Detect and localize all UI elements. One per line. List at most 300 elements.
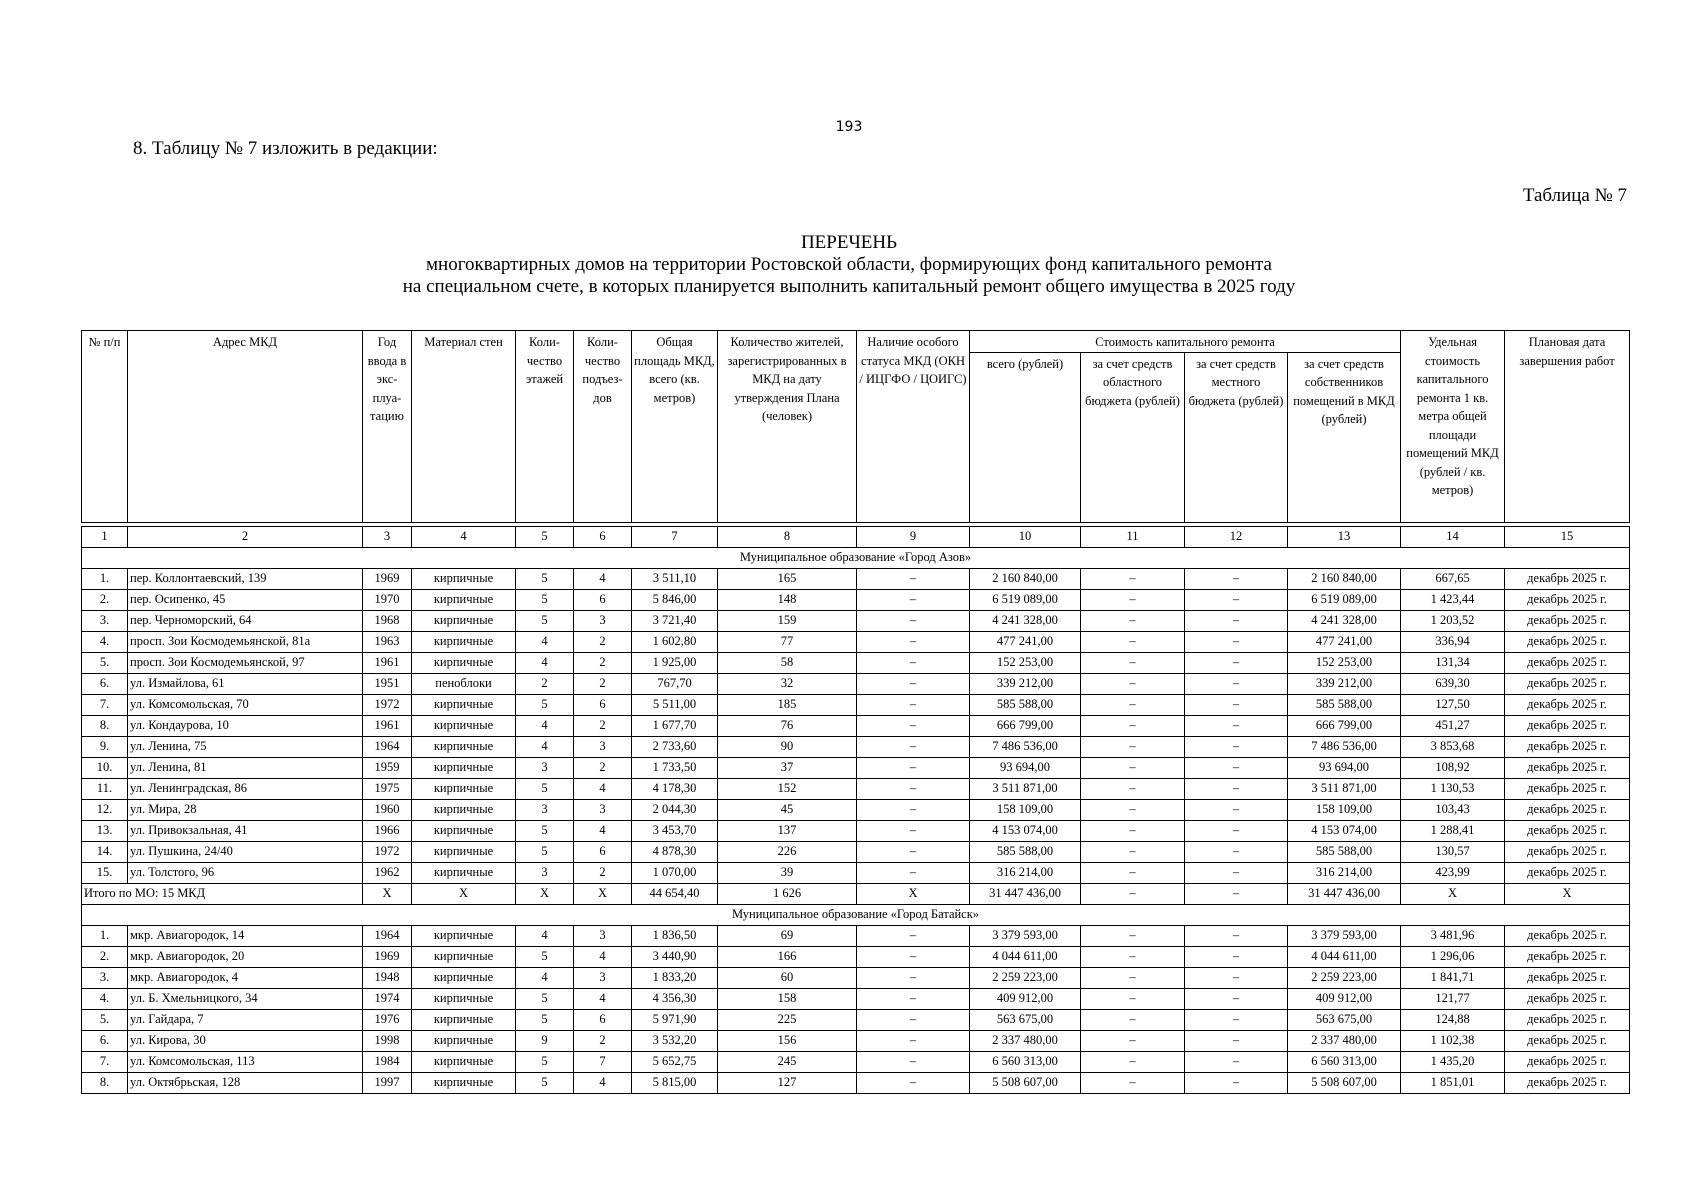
- cell-year: 1972: [363, 841, 412, 862]
- cell-material: кирпичные: [412, 820, 516, 841]
- cell-floors: 4: [516, 652, 574, 673]
- table-row: [82, 778, 1630, 799]
- cell-cost-local: –: [1185, 757, 1288, 778]
- cell-floors: 5: [516, 841, 574, 862]
- header-material: Материал стен: [412, 331, 516, 523]
- cell-cost-owners: 666 799,00: [1288, 715, 1401, 736]
- cell-cost-owners: 6 519 089,00: [1288, 589, 1401, 610]
- cell-floors: 5: [516, 1072, 574, 1093]
- cell-year: 1969: [363, 946, 412, 967]
- total-cost-local: –: [1185, 883, 1288, 904]
- cell-specific-cost: 124,88: [1401, 1009, 1505, 1030]
- cell-year: 1970: [363, 589, 412, 610]
- cell-entrances: 2: [574, 673, 632, 694]
- cell-status: –: [857, 841, 970, 862]
- cell-entrances: 3: [574, 925, 632, 946]
- cell-address: ул. Толстого, 96: [128, 862, 363, 883]
- cell-area: 2 044,30: [632, 799, 718, 820]
- cell-cost-local: –: [1185, 631, 1288, 652]
- column-number: 3: [363, 526, 412, 547]
- cell-material: кирпичные: [412, 631, 516, 652]
- cell-address: пер. Черноморский, 64: [128, 610, 363, 631]
- column-number: 2: [128, 526, 363, 547]
- cell-specific-cost: 1 841,71: [1401, 967, 1505, 988]
- header-date: Плановая дата завершения работ: [1505, 331, 1630, 523]
- table-row: [82, 862, 1630, 883]
- cell-num: 3.: [82, 610, 128, 631]
- cell-address: мкр. Авиагородок, 14: [128, 925, 363, 946]
- cell-num: 4.: [82, 988, 128, 1009]
- cell-floors: 2: [516, 673, 574, 694]
- cell-cost-owners: 409 912,00: [1288, 988, 1401, 1009]
- cell-material: кирпичные: [412, 715, 516, 736]
- column-number: 9: [857, 526, 970, 547]
- cell-num: 10.: [82, 757, 128, 778]
- table-row: [82, 568, 1630, 589]
- total-specific-cost: X: [1401, 883, 1505, 904]
- cell-year: 1948: [363, 967, 412, 988]
- table-body: [82, 526, 1630, 1093]
- cell-floors: 4: [516, 736, 574, 757]
- total-material: X: [412, 883, 516, 904]
- cell-entrances: 4: [574, 568, 632, 589]
- cell-date: декабрь 2025 г.: [1505, 799, 1630, 820]
- cell-cost-local: –: [1185, 1072, 1288, 1093]
- cell-cost-region: –: [1081, 757, 1185, 778]
- cell-cost-region: –: [1081, 925, 1185, 946]
- cell-num: 6.: [82, 673, 128, 694]
- cell-entrances: 2: [574, 862, 632, 883]
- table-row: [82, 694, 1630, 715]
- cell-floors: 4: [516, 715, 574, 736]
- cell-entrances: 6: [574, 694, 632, 715]
- cell-area: 5 511,00: [632, 694, 718, 715]
- cell-cost-owners: 5 508 607,00: [1288, 1072, 1401, 1093]
- total-cost-owners: 31 447 436,00: [1288, 883, 1401, 904]
- cell-entrances: 6: [574, 589, 632, 610]
- cell-status: –: [857, 820, 970, 841]
- cell-num: 7.: [82, 694, 128, 715]
- section-title: Муниципальное образование «Город Батайск»: [82, 904, 1630, 925]
- cell-year: 1966: [363, 820, 412, 841]
- cell-specific-cost: 108,92: [1401, 757, 1505, 778]
- cell-material: кирпичные: [412, 736, 516, 757]
- cell-cost-owners: 158 109,00: [1288, 799, 1401, 820]
- cell-entrances: 3: [574, 799, 632, 820]
- cell-floors: 5: [516, 694, 574, 715]
- cell-area: 1 677,70: [632, 715, 718, 736]
- cell-status: –: [857, 925, 970, 946]
- cell-cost-region: –: [1081, 589, 1185, 610]
- cell-cost-region: –: [1081, 673, 1185, 694]
- cell-date: декабрь 2025 г.: [1505, 568, 1630, 589]
- cell-cost-local: –: [1185, 1030, 1288, 1051]
- cell-status: –: [857, 778, 970, 799]
- cell-cost-local: –: [1185, 988, 1288, 1009]
- cell-material: кирпичные: [412, 757, 516, 778]
- cell-year: 1998: [363, 1030, 412, 1051]
- title-line-1: ПЕРЕЧЕНЬ: [800, 232, 898, 253]
- cell-specific-cost: 1 435,20: [1401, 1051, 1505, 1072]
- cell-residents: 185: [718, 694, 857, 715]
- cell-floors: 5: [516, 988, 574, 1009]
- total-residents: 1 626: [718, 883, 857, 904]
- cell-status: –: [857, 946, 970, 967]
- section-header-row: [82, 547, 1630, 568]
- cell-cost-total: 316 214,00: [970, 862, 1081, 883]
- cell-status: –: [857, 1030, 970, 1051]
- cell-cost-total: 585 588,00: [970, 841, 1081, 862]
- table-row: [82, 610, 1630, 631]
- cell-year: 1960: [363, 799, 412, 820]
- cell-residents: 148: [718, 589, 857, 610]
- cell-address: мкр. Авиагородок, 20: [128, 946, 363, 967]
- column-numbers-row: [82, 526, 1630, 547]
- cell-cost-region: –: [1081, 715, 1185, 736]
- cell-cost-owners: 585 588,00: [1288, 694, 1401, 715]
- section-header-row: [82, 904, 1630, 925]
- cell-date: декабрь 2025 г.: [1505, 1009, 1630, 1030]
- cell-cost-owners: 477 241,00: [1288, 631, 1401, 652]
- column-number: 1: [82, 526, 128, 547]
- column-number: 8: [718, 526, 857, 547]
- cell-address: ул. Измайлова, 61: [128, 673, 363, 694]
- cell-cost-owners: 563 675,00: [1288, 1009, 1401, 1030]
- cell-status: –: [857, 589, 970, 610]
- cell-year: 1997: [363, 1072, 412, 1093]
- cell-floors: 3: [516, 757, 574, 778]
- cell-residents: 77: [718, 631, 857, 652]
- cell-area: 1 070,00: [632, 862, 718, 883]
- cell-residents: 226: [718, 841, 857, 862]
- table-row: [82, 652, 1630, 673]
- table-row: [82, 757, 1630, 778]
- cell-area: 1 836,50: [632, 925, 718, 946]
- cell-address: пер. Осипенко, 45: [128, 589, 363, 610]
- cell-status: –: [857, 1072, 970, 1093]
- cell-cost-region: –: [1081, 631, 1185, 652]
- cell-cost-local: –: [1185, 862, 1288, 883]
- cell-cost-owners: 4 044 611,00: [1288, 946, 1401, 967]
- total-floors: X: [516, 883, 574, 904]
- table-row: [82, 925, 1630, 946]
- table-row: [82, 589, 1630, 610]
- cell-cost-total: 563 675,00: [970, 1009, 1081, 1030]
- cell-date: декабрь 2025 г.: [1505, 715, 1630, 736]
- cell-specific-cost: 451,27: [1401, 715, 1505, 736]
- cell-cost-owners: 7 486 536,00: [1288, 736, 1401, 757]
- cell-status: –: [857, 631, 970, 652]
- cell-status: –: [857, 610, 970, 631]
- cell-num: 5.: [82, 1009, 128, 1030]
- cell-date: декабрь 2025 г.: [1505, 778, 1630, 799]
- cell-material: кирпичные: [412, 967, 516, 988]
- cell-date: декабрь 2025 г.: [1505, 673, 1630, 694]
- header-num: № п/п: [82, 331, 128, 523]
- cell-cost-total: 2 259 223,00: [970, 967, 1081, 988]
- header-entrances: Коли-чество подъез-дов: [574, 331, 632, 523]
- cell-status: –: [857, 967, 970, 988]
- document-title: [0, 232, 1698, 298]
- cell-area: 4 878,30: [632, 841, 718, 862]
- cell-cost-total: 3 379 593,00: [970, 925, 1081, 946]
- cell-year: 1972: [363, 694, 412, 715]
- cell-num: 15.: [82, 862, 128, 883]
- cell-year: 1975: [363, 778, 412, 799]
- cell-status: –: [857, 988, 970, 1009]
- cell-entrances: 6: [574, 841, 632, 862]
- cell-cost-region: –: [1081, 1009, 1185, 1030]
- column-number: 10: [970, 526, 1081, 547]
- cell-status: –: [857, 715, 970, 736]
- cell-cost-owners: 339 212,00: [1288, 673, 1401, 694]
- cell-specific-cost: 639,30: [1401, 673, 1505, 694]
- column-number: 11: [1081, 526, 1185, 547]
- cell-area: 2 733,60: [632, 736, 718, 757]
- header-cost-group: Стоимость капитального ремонта: [970, 331, 1401, 353]
- cell-cost-local: –: [1185, 715, 1288, 736]
- cell-specific-cost: 1 288,41: [1401, 820, 1505, 841]
- cell-material: кирпичные: [412, 925, 516, 946]
- cell-date: декабрь 2025 г.: [1505, 967, 1630, 988]
- cell-address: ул. Гайдара, 7: [128, 1009, 363, 1030]
- table-row: [82, 1009, 1630, 1030]
- cell-material: кирпичные: [412, 988, 516, 1009]
- total-cost-total: 31 447 436,00: [970, 883, 1081, 904]
- cell-num: 11.: [82, 778, 128, 799]
- cell-floors: 5: [516, 589, 574, 610]
- cell-address: ул. Привокзальная, 41: [128, 820, 363, 841]
- cell-address: мкр. Авиагородок, 4: [128, 967, 363, 988]
- table-row: [82, 715, 1630, 736]
- column-number: 4: [412, 526, 516, 547]
- cell-cost-region: –: [1081, 946, 1185, 967]
- cell-address: ул. Мира, 28: [128, 799, 363, 820]
- cell-cost-total: 5 508 607,00: [970, 1072, 1081, 1093]
- cell-floors: 5: [516, 946, 574, 967]
- table-row: [82, 799, 1630, 820]
- cell-residents: 58: [718, 652, 857, 673]
- cell-num: 1.: [82, 568, 128, 589]
- total-year: X: [363, 883, 412, 904]
- cell-cost-region: –: [1081, 820, 1185, 841]
- cell-cost-total: 477 241,00: [970, 631, 1081, 652]
- column-number: 14: [1401, 526, 1505, 547]
- cell-year: 1976: [363, 1009, 412, 1030]
- column-number: 6: [574, 526, 632, 547]
- cell-date: декабрь 2025 г.: [1505, 1072, 1630, 1093]
- cell-cost-total: 4 241 328,00: [970, 610, 1081, 631]
- cell-status: –: [857, 568, 970, 589]
- cell-status: –: [857, 799, 970, 820]
- cell-cost-local: –: [1185, 841, 1288, 862]
- cell-num: 12.: [82, 799, 128, 820]
- section-title: Муниципальное образование «Город Азов»: [82, 547, 1630, 568]
- cell-cost-region: –: [1081, 988, 1185, 1009]
- cell-cost-total: 152 253,00: [970, 652, 1081, 673]
- header-floors: Коли-чество этажей: [516, 331, 574, 523]
- cell-material: кирпичные: [412, 568, 516, 589]
- cell-date: декабрь 2025 г.: [1505, 736, 1630, 757]
- column-number: 12: [1185, 526, 1288, 547]
- cell-date: декабрь 2025 г.: [1505, 862, 1630, 883]
- cell-entrances: 4: [574, 946, 632, 967]
- cell-year: 1968: [363, 610, 412, 631]
- column-number: 15: [1505, 526, 1630, 547]
- cell-area: 767,70: [632, 673, 718, 694]
- cell-residents: 45: [718, 799, 857, 820]
- column-number: 5: [516, 526, 574, 547]
- cell-entrances: 3: [574, 736, 632, 757]
- cell-num: 6.: [82, 1030, 128, 1051]
- cell-year: 1974: [363, 988, 412, 1009]
- table-row: [82, 841, 1630, 862]
- cell-area: 1 833,20: [632, 967, 718, 988]
- cell-entrances: 3: [574, 967, 632, 988]
- cell-cost-local: –: [1185, 778, 1288, 799]
- cell-material: кирпичные: [412, 652, 516, 673]
- cell-residents: 225: [718, 1009, 857, 1030]
- table-row: [82, 1051, 1630, 1072]
- cell-cost-owners: 6 560 313,00: [1288, 1051, 1401, 1072]
- cell-date: декабрь 2025 г.: [1505, 946, 1630, 967]
- table-row: [82, 820, 1630, 841]
- cell-year: 1961: [363, 652, 412, 673]
- cell-specific-cost: 130,57: [1401, 841, 1505, 862]
- cell-area: 5 815,00: [632, 1072, 718, 1093]
- cell-residents: 165: [718, 568, 857, 589]
- cell-cost-total: 158 109,00: [970, 799, 1081, 820]
- cell-cost-local: –: [1185, 967, 1288, 988]
- cell-cost-owners: 93 694,00: [1288, 757, 1401, 778]
- cell-specific-cost: 1 203,52: [1401, 610, 1505, 631]
- cell-date: декабрь 2025 г.: [1505, 694, 1630, 715]
- cell-floors: 3: [516, 862, 574, 883]
- cell-specific-cost: 131,34: [1401, 652, 1505, 673]
- table-row: [82, 673, 1630, 694]
- cell-address: ул. Ленина, 81: [128, 757, 363, 778]
- cell-specific-cost: 121,77: [1401, 988, 1505, 1009]
- cell-cost-region: –: [1081, 694, 1185, 715]
- cell-cost-total: 6 519 089,00: [970, 589, 1081, 610]
- cell-area: 1 602,80: [632, 631, 718, 652]
- cell-residents: 245: [718, 1051, 857, 1072]
- cell-num: 4.: [82, 631, 128, 652]
- cell-residents: 76: [718, 715, 857, 736]
- cell-cost-local: –: [1185, 589, 1288, 610]
- cell-specific-cost: 1 851,01: [1401, 1072, 1505, 1093]
- cell-address: пер. Коллонтаевский, 139: [128, 568, 363, 589]
- header-residents: Количество жителей, зарегистрированных в МКД на дату утверждения Плана (человек): [718, 331, 857, 523]
- cell-status: –: [857, 652, 970, 673]
- cell-address: ул. Кирова, 30: [128, 1030, 363, 1051]
- table-row: [82, 1030, 1630, 1051]
- cell-residents: 37: [718, 757, 857, 778]
- cell-material: кирпичные: [412, 1030, 516, 1051]
- cell-date: декабрь 2025 г.: [1505, 988, 1630, 1009]
- cell-cost-region: –: [1081, 1072, 1185, 1093]
- cell-cost-region: –: [1081, 841, 1185, 862]
- cell-residents: 152: [718, 778, 857, 799]
- cell-specific-cost: 103,43: [1401, 799, 1505, 820]
- cell-year: 1964: [363, 925, 412, 946]
- total-cost-region: –: [1081, 883, 1185, 904]
- cell-entrances: 4: [574, 820, 632, 841]
- cell-year: 1951: [363, 673, 412, 694]
- cell-cost-total: 93 694,00: [970, 757, 1081, 778]
- cell-status: –: [857, 736, 970, 757]
- cell-cost-owners: 3 511 871,00: [1288, 778, 1401, 799]
- cell-cost-owners: 2 160 840,00: [1288, 568, 1401, 589]
- table-row: [82, 988, 1630, 1009]
- cell-cost-region: –: [1081, 967, 1185, 988]
- header-cost-total: всего (рублей): [970, 352, 1081, 522]
- intro-text: 8. Таблицу № 7 изложить в редакции:: [133, 138, 438, 159]
- cell-cost-owners: 2 337 480,00: [1288, 1030, 1401, 1051]
- cell-specific-cost: 1 102,38: [1401, 1030, 1505, 1051]
- table-row: [82, 1072, 1630, 1093]
- cell-cost-local: –: [1185, 568, 1288, 589]
- cell-year: 1962: [363, 862, 412, 883]
- cell-floors: 9: [516, 1030, 574, 1051]
- cell-cost-local: –: [1185, 610, 1288, 631]
- cell-specific-cost: 1 296,06: [1401, 946, 1505, 967]
- cell-cost-total: 4 044 611,00: [970, 946, 1081, 967]
- cell-cost-total: 585 588,00: [970, 694, 1081, 715]
- cell-area: 4 356,30: [632, 988, 718, 1009]
- column-number: 13: [1288, 526, 1401, 547]
- cell-area: 3 721,40: [632, 610, 718, 631]
- cell-specific-cost: 3 853,68: [1401, 736, 1505, 757]
- cell-num: 2.: [82, 946, 128, 967]
- cell-cost-total: 2 337 480,00: [970, 1030, 1081, 1051]
- cell-address: ул. Комсомольская, 113: [128, 1051, 363, 1072]
- cell-cost-total: 7 486 536,00: [970, 736, 1081, 757]
- cell-entrances: 2: [574, 1030, 632, 1051]
- cell-address: ул. Ленина, 75: [128, 736, 363, 757]
- header-specific-cost: Удельная стоимость капитального ремонта 1 кв. метра общей площади помещений МКД (рублей / кв. метров): [1401, 331, 1505, 523]
- cell-date: декабрь 2025 г.: [1505, 820, 1630, 841]
- cell-address: просп. Зои Космодемьянской, 81а: [128, 631, 363, 652]
- cell-year: 1961: [363, 715, 412, 736]
- header-cost-region: за счет средств областного бюджета (рублей): [1081, 352, 1185, 522]
- header-cost-local: за счет средств местного бюджета (рублей): [1185, 352, 1288, 522]
- table-row: [82, 736, 1630, 757]
- cell-num: 9.: [82, 736, 128, 757]
- cell-cost-owners: 3 379 593,00: [1288, 925, 1401, 946]
- cell-year: 1969: [363, 568, 412, 589]
- cell-residents: 90: [718, 736, 857, 757]
- cell-cost-owners: 585 588,00: [1288, 841, 1401, 862]
- header-area: Общая площадь МКД, всего (кв. метров): [632, 331, 718, 523]
- cell-residents: 166: [718, 946, 857, 967]
- cell-specific-cost: 667,65: [1401, 568, 1505, 589]
- cell-entrances: 2: [574, 757, 632, 778]
- cell-material: кирпичные: [412, 1009, 516, 1030]
- cell-cost-total: 4 153 074,00: [970, 820, 1081, 841]
- cell-date: декабрь 2025 г.: [1505, 841, 1630, 862]
- cell-entrances: 6: [574, 1009, 632, 1030]
- cell-cost-total: 666 799,00: [970, 715, 1081, 736]
- cell-area: 5 846,00: [632, 589, 718, 610]
- cell-cost-region: –: [1081, 1051, 1185, 1072]
- cell-entrances: 4: [574, 988, 632, 1009]
- total-entrances: X: [574, 883, 632, 904]
- cell-date: декабрь 2025 г.: [1505, 1030, 1630, 1051]
- cell-residents: 60: [718, 967, 857, 988]
- cell-year: 1964: [363, 736, 412, 757]
- header-address: Адрес МКД: [128, 331, 363, 523]
